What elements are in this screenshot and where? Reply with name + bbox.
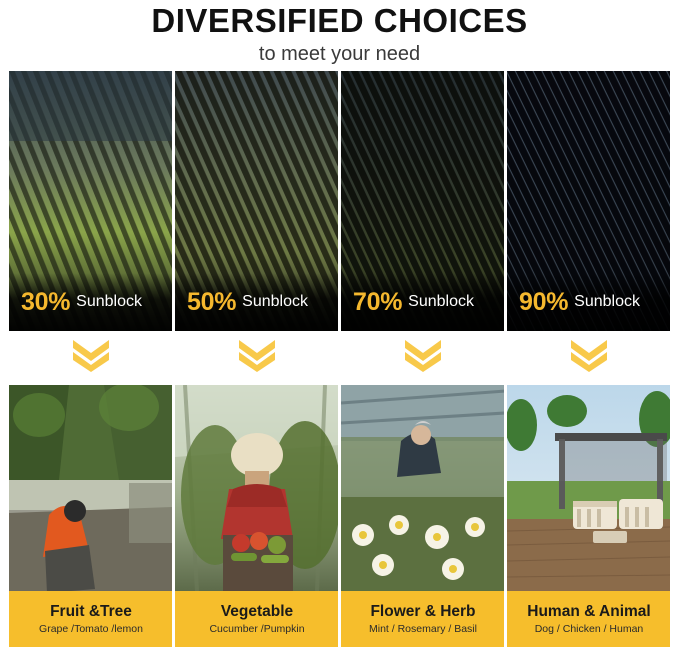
application-card-fruit-tree	[9, 385, 172, 647]
application-card-vegetable	[175, 385, 338, 647]
fruit-tree-photo	[9, 385, 172, 591]
shade-percent: 50%	[187, 287, 237, 316]
arrow-row	[9, 338, 670, 378]
shade-percent: 90%	[519, 287, 569, 316]
application-name: Flower & Herb	[370, 602, 476, 620]
application-examples: Cucumber /Pumpkin	[209, 622, 305, 635]
human-animal-photo	[507, 385, 670, 591]
shade-label-70	[341, 273, 504, 331]
shade-swatch-30	[9, 71, 172, 331]
shade-swatch-90	[507, 71, 670, 331]
chevron-down-icon	[69, 338, 113, 372]
human-animal-caption	[507, 591, 670, 647]
arrow-cell-3	[341, 338, 504, 378]
shade-label-30	[9, 273, 172, 331]
shade-swatch-50	[175, 71, 338, 331]
application-examples: Grape /Tomato /lemon	[39, 622, 143, 635]
shade-label-text: Sunblock	[574, 293, 640, 310]
heading-block	[0, 0, 679, 68]
shade-swatch-row	[9, 71, 670, 331]
application-name: Human & Animal	[527, 602, 651, 620]
shade-swatch-70	[341, 71, 504, 331]
shade-label-50	[175, 273, 338, 331]
chevron-down-icon	[401, 338, 445, 372]
shade-label-text: Sunblock	[76, 293, 142, 310]
page-subtitle: to meet your need	[258, 43, 421, 65]
application-name: Vegetable	[220, 602, 294, 620]
shade-label-90	[507, 273, 670, 331]
application-examples: Dog / Chicken / Human	[534, 622, 644, 635]
flower-herb-caption	[341, 591, 504, 647]
shade-percent: 30%	[21, 287, 71, 316]
application-examples: Mint / Rosemary / Basil	[369, 622, 477, 635]
arrow-cell-1	[9, 338, 172, 378]
shade-percent: 70%	[353, 287, 403, 316]
vegetable-photo	[175, 385, 338, 591]
vegetable-caption	[175, 591, 338, 647]
flower-herb-photo	[341, 385, 504, 591]
chevron-down-icon	[567, 338, 611, 372]
application-row	[9, 385, 670, 647]
shade-label-text: Sunblock	[408, 293, 474, 310]
fruit-tree-caption	[9, 591, 172, 647]
arrow-cell-4	[507, 338, 670, 378]
arrow-cell-2	[175, 338, 338, 378]
application-card-flower-herb	[341, 385, 504, 647]
shade-label-text: Sunblock	[242, 293, 308, 310]
application-name: Fruit &Tree	[50, 602, 132, 620]
application-card-human-animal	[507, 385, 670, 647]
chevron-down-icon	[235, 338, 279, 372]
page-title: DIVERSIFIED CHOICES	[151, 2, 528, 39]
